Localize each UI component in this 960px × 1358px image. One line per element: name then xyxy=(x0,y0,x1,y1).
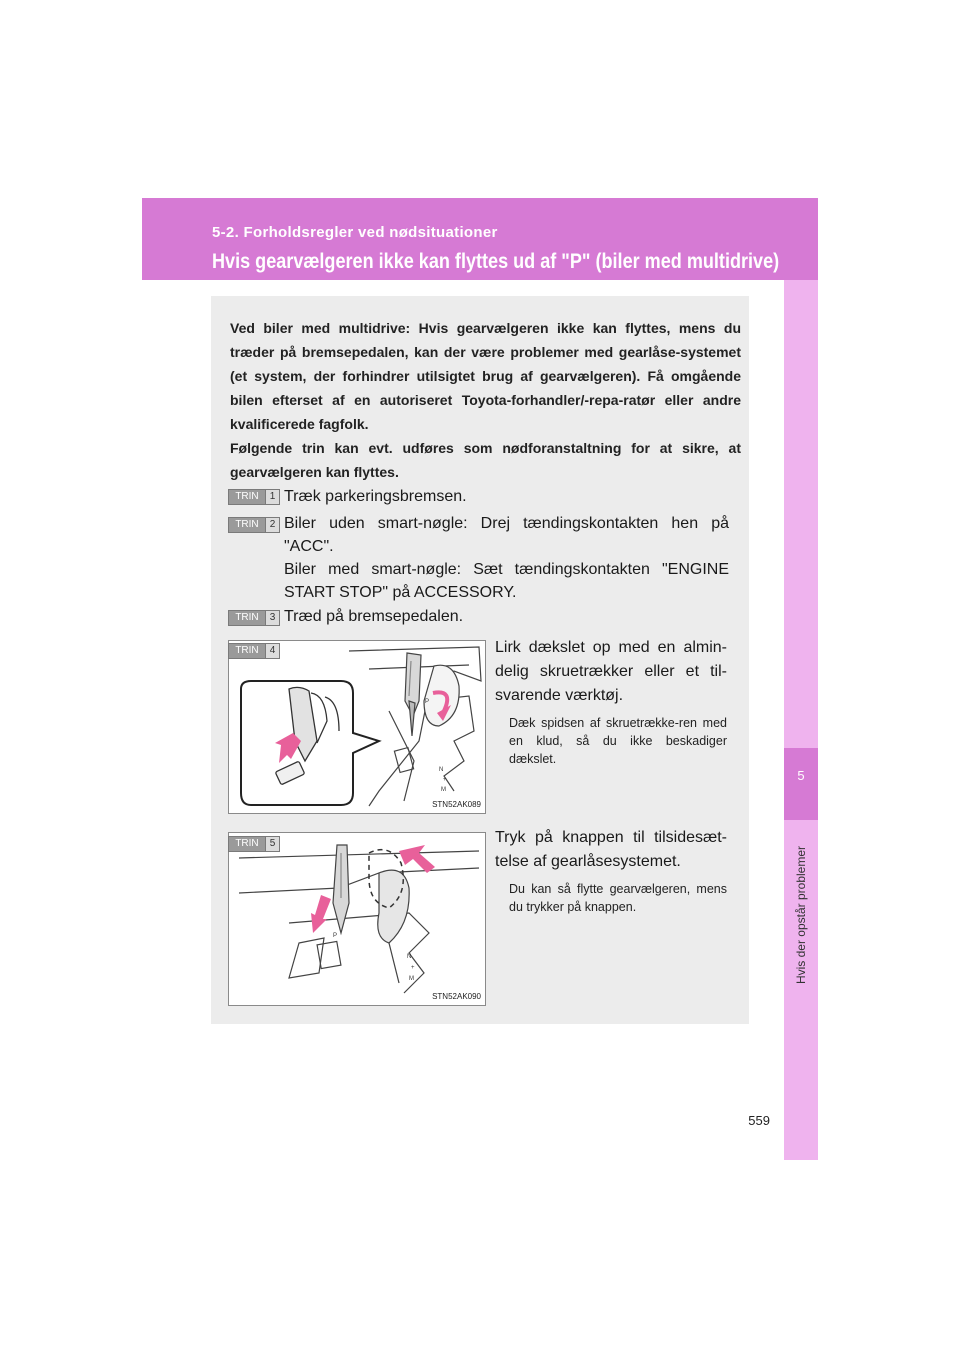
step-badge-3 xyxy=(228,610,280,626)
step-number: 5 xyxy=(265,837,279,851)
chapter-label: Hvis der opstår problemer xyxy=(794,845,808,985)
step-word: TRIN xyxy=(235,645,259,656)
intro-paragraph-2: Følgende trin kan evt. udføres som nødforanstaltning for at sikre, at gearvælgeren kan flyttes. xyxy=(230,440,741,480)
step-word: TRIN xyxy=(235,612,259,623)
gate-label-m: M xyxy=(441,787,446,793)
figure-code: STN52AK090 xyxy=(432,992,481,1001)
intro-paragraph-1: Ved biler med multidrive: Hvis gearvælgeren ikke kan flyttes, mens du træder på bremsepedalen, kan der være problemer med gearlåse-systemet (et system, der forhindrer utilsigtet brug af gearvælgeren). Få omgående bilen efterset af en autoriseret Toyota-forhandler/-repa-ratør eller andre kvalificerede fagfolk. xyxy=(230,320,741,432)
chapter-number: 5 xyxy=(797,768,805,783)
figure-step-5 xyxy=(228,832,486,1006)
pry-cover-illustration xyxy=(229,641,485,813)
step-word: TRIN xyxy=(235,838,259,849)
step-text-4: Lirk dækslet op med en almin-delig skruetrækker eller et til-svarende værktøj. xyxy=(495,639,727,704)
step-word: TRIN xyxy=(235,519,259,530)
step-number: 2 xyxy=(265,518,279,532)
gate-label-plus: + xyxy=(411,965,415,971)
gate-label-plus: + xyxy=(443,777,447,783)
content-box xyxy=(211,296,749,1024)
gate-label-m: M xyxy=(409,976,414,982)
step-badge-5 xyxy=(228,836,280,852)
section-title: 5-2. Forholdsregler ved nødsituationer xyxy=(212,224,498,241)
step-word: TRIN xyxy=(235,491,259,502)
step-number: 4 xyxy=(265,644,279,658)
step-badge-1 xyxy=(228,489,280,505)
step-text-3: Træd på bremsepedalen. xyxy=(284,608,464,625)
step-text-1: Træk parkeringsbremsen. xyxy=(284,488,467,505)
step-2-line-1: Biler uden smart-nøgle: Drej tændingskontakten hen på "ACC". xyxy=(284,515,729,555)
step-text-5: Tryk på knappen til tilsidesæt-telse af gearlåsesystemet. xyxy=(495,829,727,870)
figure-step-4 xyxy=(228,640,486,814)
step-text-2 xyxy=(284,512,729,604)
page-title: Hvis gearvælgeren ikke kan flyttes ud af "P" (biler med multidrive) xyxy=(212,250,780,273)
gate-label-n: N xyxy=(439,767,444,773)
chapter-side-strip xyxy=(784,280,818,1160)
step-number: 1 xyxy=(265,490,279,504)
gate-label-p: P xyxy=(333,933,338,939)
intro-text xyxy=(230,316,741,484)
gate-label-n: N xyxy=(407,954,412,960)
step-badge-4 xyxy=(228,643,280,659)
chapter-tab xyxy=(784,748,818,820)
step-number: 3 xyxy=(265,611,279,625)
page-header xyxy=(142,198,818,280)
press-button-illustration xyxy=(229,833,485,1005)
step-badge-2 xyxy=(228,517,280,533)
figure-code: STN52AK089 xyxy=(432,800,481,809)
step-2-line-2: Biler med smart-nøgle: Sæt tændingskontakten "ENGINE START STOP" på ACCESSORY. xyxy=(284,561,729,601)
step-note-5: Du kan så flytte gearvælgeren, mens du trykker på knappen. xyxy=(509,882,727,914)
gate-label-p: P xyxy=(425,699,430,705)
page-number: 559 xyxy=(748,1113,770,1128)
step-note-4: Dæk spidsen af skruetrække-ren med en klud, så du ikke beskadiger dækslet. xyxy=(509,716,727,766)
